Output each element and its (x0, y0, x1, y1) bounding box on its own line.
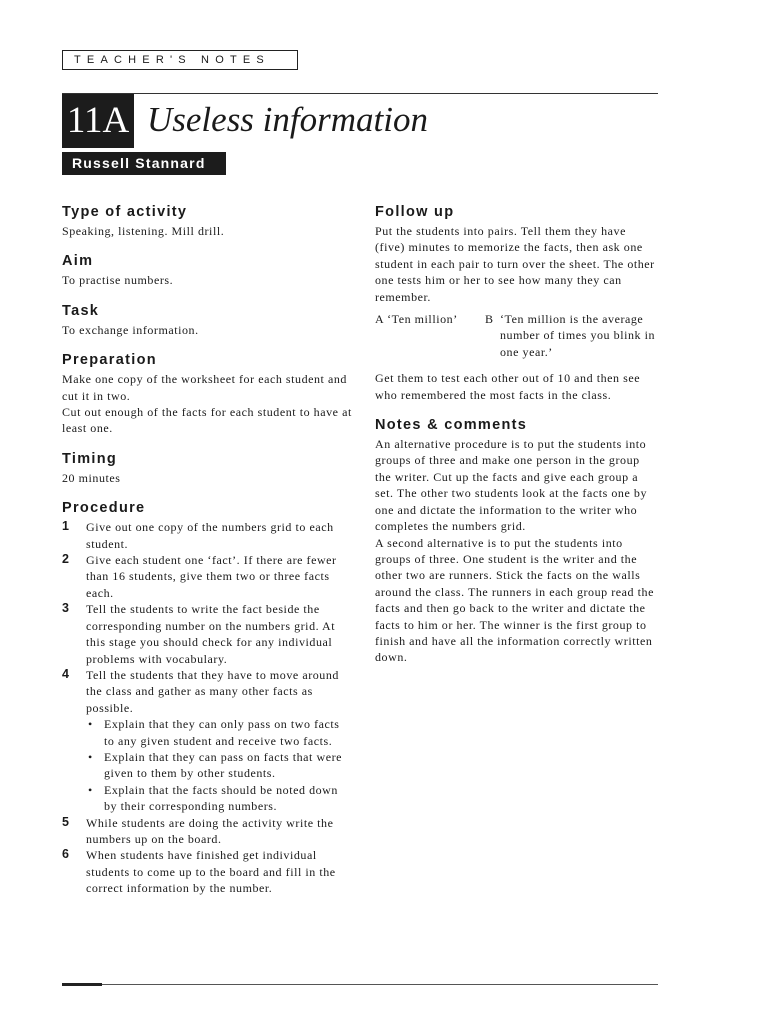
type-of-activity-section (62, 201, 352, 239)
procedure-step (62, 815, 352, 848)
procedure-heading: Procedure (62, 500, 146, 517)
preparation-text-2: Cut out enough of the facts for each student to have at least one. (62, 405, 352, 436)
step-text: Tell the students that they have to move around the class and gather as many other facts as possible. (86, 667, 339, 715)
step-number: 6 (62, 847, 70, 862)
bullet-text: Explain that the facts should be noted down by their corresponding numbers. (104, 782, 338, 814)
task-heading: Task (62, 302, 100, 319)
follow-up-section (375, 201, 659, 403)
step-number: 3 (62, 601, 70, 616)
procedure-step (62, 847, 352, 896)
procedure-step (62, 519, 352, 552)
step-number: 5 (62, 814, 70, 829)
aim-heading: Aim (62, 253, 94, 270)
preparation-text-1: Make one copy of the worksheet for each student and cut it in two. (62, 372, 347, 403)
teachers-notes-label: TEACHER'S NOTES (62, 50, 298, 70)
author-name: Russell Stannard (62, 152, 226, 175)
step-number: 1 (62, 519, 70, 534)
bullet-text: Explain that they can only pass on two facts to any given student and receive two facts. (104, 717, 340, 748)
timing-section (62, 448, 352, 486)
step-text: Give each student one ‘fact’. If there are fewer than 16 students, give them two or three facts each. (86, 553, 337, 600)
example-a: A ‘Ten million’ (375, 312, 458, 327)
task-section (62, 300, 352, 338)
step-text: Tell the students to write the fact beside the corresponding number on the numbers grid. At this stage you should check for any individual problems with vocabulary. (86, 602, 336, 666)
procedure-bullet (62, 716, 352, 749)
procedure-step (62, 667, 352, 716)
follow-up-heading: Follow up (375, 204, 455, 220)
footer-rule-accent (62, 983, 102, 986)
procedure-step (62, 601, 352, 667)
step-number: 4 (62, 666, 70, 681)
bullet-icon: • (88, 749, 93, 764)
preparation-heading: Preparation (62, 352, 157, 369)
bullet-text: Explain that they can pass on facts that were given to them by other students. (104, 749, 343, 781)
notes-section (375, 414, 659, 666)
example-b: ‘Ten million is the average number of times you blink in one year.’ (500, 312, 656, 359)
timing-text: 20 minutes (62, 470, 121, 485)
aim-section (62, 250, 352, 288)
unit-number: 11A (62, 94, 134, 148)
type-heading: Type of activity (62, 204, 188, 220)
page-title: Useless information (147, 100, 428, 139)
step-text: When students have finished get individual students to come up to the board and fill in the correct information by the number. (86, 848, 336, 896)
procedure-section (62, 497, 352, 896)
follow-up-text: Put the students into pairs. Tell them they have (five) minutes to memorize the facts, then ask one student in each pair to turn over the sheet. The other one tests him or her to see how many they can remember. (375, 224, 655, 304)
notes-heading: Notes & comments (375, 417, 528, 434)
right-column (375, 201, 659, 677)
follow-up-text-2: Get them to test each other out of 10 and then see who remembered the most facts in the class. (375, 371, 641, 402)
bullet-icon: • (88, 717, 93, 732)
header-rule (62, 93, 658, 94)
notes-text-2: A second alternative is to put the students into groups of three. One student is the writer and the other two are runners. Stick the facts on the walls around the class. The runners in each group read the facts and then go back to the writer and dictate the facts to him or her. The winner is the first group to finish and have all the information correctly written down. (375, 535, 654, 665)
left-column (62, 201, 352, 908)
example-dialogue (375, 311, 659, 360)
step-text: While students are doing the activity write the numbers up on the board. (86, 815, 334, 846)
bullet-icon: • (88, 782, 93, 797)
notes-text-1: An alternative procedure is to put the students into groups of three and make one person in the group the writer. Cut up the facts and give each group a set. The other two students look at the facts one by one and dictate the information to the writer who completes the numbers grid. (375, 437, 647, 534)
aim-text: To practise numbers. (62, 273, 174, 288)
step-number: 2 (62, 552, 70, 567)
task-text: To exchange information. (62, 322, 199, 337)
footer-rule (62, 984, 658, 985)
step-text: Give out one copy of the numbers grid to each student. (86, 520, 334, 551)
procedure-step (62, 552, 352, 601)
type-text: Speaking, listening. Mill drill. (62, 224, 225, 238)
preparation-section (62, 349, 352, 437)
procedure-bullet (62, 782, 352, 815)
example-b-letter: B (485, 312, 494, 327)
procedure-bullet (62, 749, 352, 782)
timing-heading: Timing (62, 450, 118, 467)
